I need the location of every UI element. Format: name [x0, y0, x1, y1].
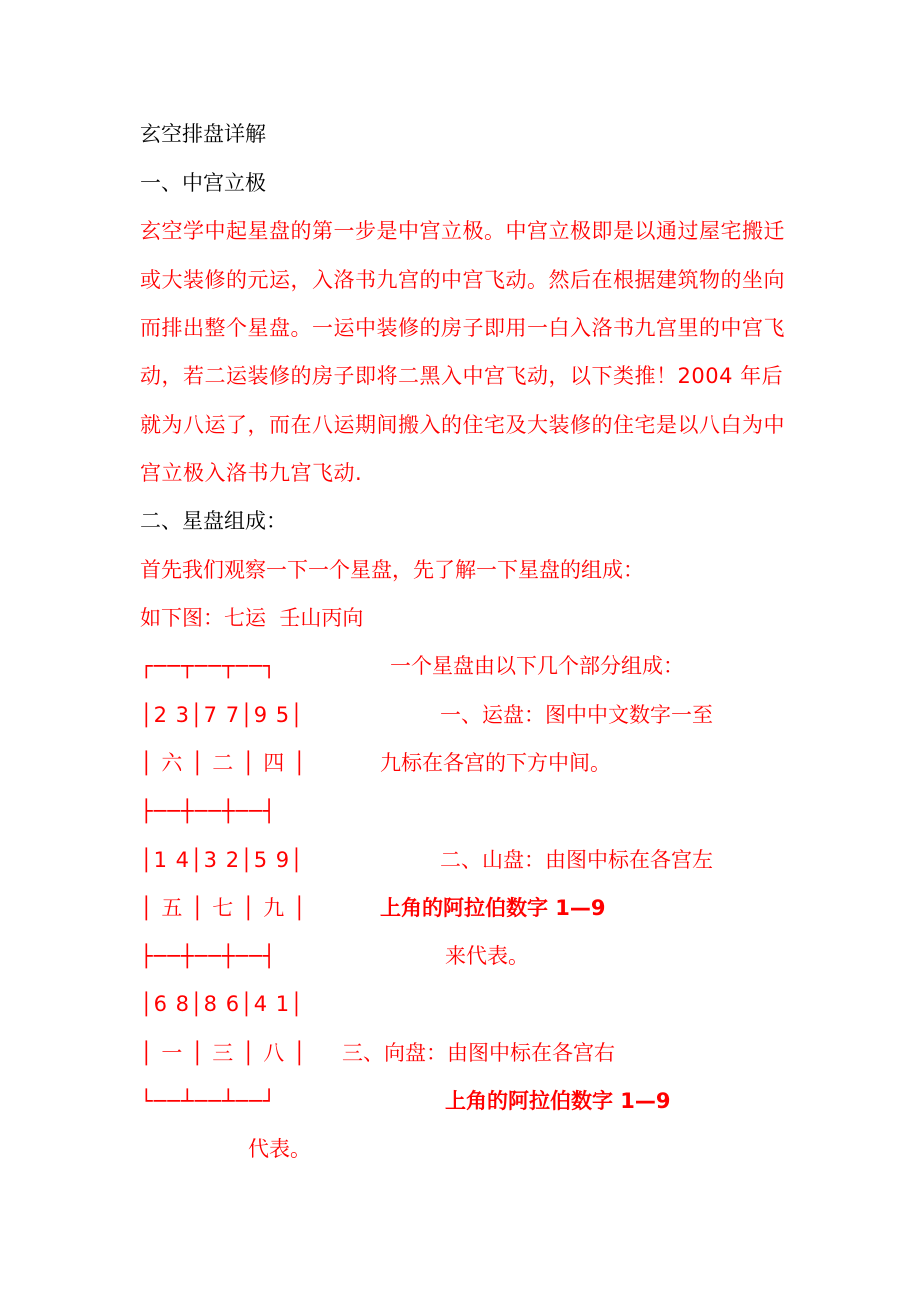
explanation-item2-line2: 上角的阿拉伯数字 1—9 [380, 896, 606, 920]
document-title: 玄空排盘详解 [140, 122, 266, 146]
explanation-item1-line1: 一、运盘：图中中文数字一至 [440, 703, 713, 727]
section1-line-2: 或大装修的元运，入洛书九宫的中宫飞动。然后在根据建筑物的坐向 [140, 268, 785, 292]
explanation-item1-line2: 九标在各宫的下方中间。 [380, 751, 611, 775]
explanation-intro: 一个星盘由以下几个部分组成： [390, 654, 684, 678]
chart-bottom-border: └──┴──┴──┘ [140, 1089, 277, 1113]
chart-top-border: ┌──┬──┬──┐ [140, 654, 277, 678]
section1-line-5: 就为八运了，而在八运期间搬入的住宅及大装修的住宅是以八白为中 [140, 413, 785, 437]
chart-row2-periods: │ 五 │ 七 │ 九 │ [140, 896, 307, 920]
explanation-item3-line3: 代表。 [248, 1137, 311, 1161]
chart-divider-1: ├──┼──┼──┤ [140, 799, 277, 823]
chart-row2-numbers: │1 4│3 2│5 9│ [140, 848, 304, 872]
section1-line-3: 而排出整个星盘。一运中装修的房子即用一白入洛书九宫里的中宫飞 [140, 316, 785, 340]
explanation-item3-line1: 三、向盘：由图中标在各宫右 [342, 1041, 615, 1065]
figure-caption: 如下图：七运 壬山丙向 [140, 606, 364, 630]
chart-row1-numbers: │2 3│7 7│9 5│ [140, 703, 304, 727]
chart-divider-2: ├──┼──┼──┤ [140, 944, 277, 968]
explanation-item2-line3: 来代表。 [445, 944, 529, 968]
explanation-item2-line1: 二、山盘：由图中标在各宫左 [440, 848, 713, 872]
chart-row3-numbers: │6 8│8 6│4 1│ [140, 992, 304, 1016]
section1-line-1: 玄空学中起星盘的第一步是中宫立极。中宫立极即是以通过屋宅搬迁 [140, 219, 785, 243]
section2-intro: 首先我们观察一下一个星盘，先了解一下星盘的组成： [140, 558, 644, 582]
section1-line-6: 宫立极入洛书九宫飞动. [140, 461, 363, 485]
explanation-item3-line2: 上角的阿拉伯数字 1—9 [445, 1089, 671, 1113]
section1-line-4: 动，若二运装修的房子即将二黑入中宫飞动，以下类推！2004 年后 [140, 364, 784, 388]
chart-row1-periods: │ 六 │ 二 │ 四 │ [140, 751, 307, 775]
section2-heading: 二、星盘组成： [140, 509, 287, 533]
chart-row3-periods: │ 一 │ 三 │ 八 │ [140, 1041, 307, 1065]
section1-heading: 一、中宫立极 [140, 171, 266, 195]
